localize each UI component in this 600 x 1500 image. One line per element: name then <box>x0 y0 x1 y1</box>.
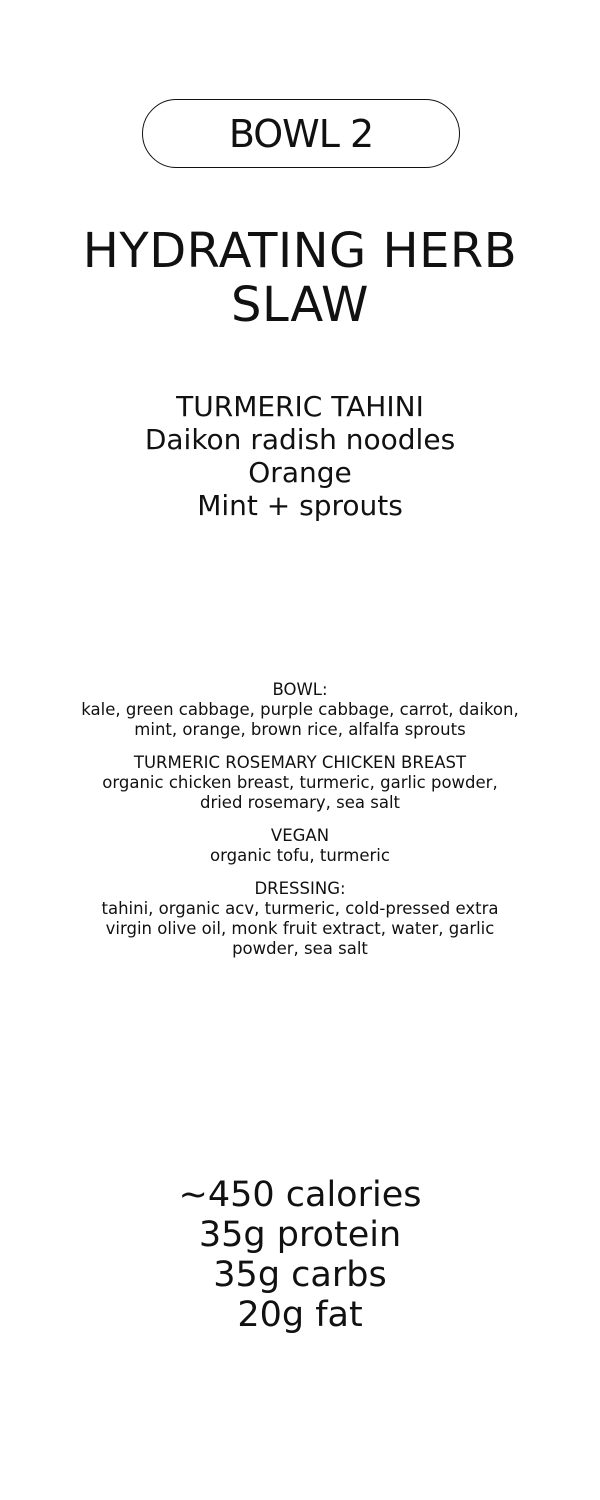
nutrition-protein: 35g protein <box>198 1215 402 1255</box>
nutrition-calories: ~450 calories <box>178 1175 422 1215</box>
ingredients-section-vegan <box>80 826 520 866</box>
ingredients-heading: BOWL: <box>272 680 328 699</box>
ingredients-body: tahini, organic acv, turmeric, cold-pressed extra virgin olive oil, monk fruit extract, water, garlic powder, sea salt <box>101 899 499 958</box>
bowl-badge-label: BOWL 2 <box>228 111 374 156</box>
highlight-noodles: Daikon radish noodles <box>144 423 456 456</box>
dish-highlights <box>0 390 600 522</box>
ingredients-section-chicken <box>80 753 520 813</box>
highlight-fruit: Orange <box>248 456 352 489</box>
nutrition-fat: 20g fat <box>237 1295 363 1335</box>
ingredients-section-bowl <box>80 680 520 740</box>
ingredients-heading: TURMERIC ROSEMARY CHICKEN BREAST <box>133 753 467 772</box>
ingredients-heading: DRESSING: <box>254 879 346 898</box>
highlight-herbs: Mint + sprouts <box>197 489 403 522</box>
nutrition-facts <box>0 1175 600 1335</box>
dish-title-line-1: HYDRATING HERB <box>82 223 518 279</box>
nutrition-carbs: 35g carbs <box>213 1255 387 1295</box>
ingredients-body: kale, green cabbage, purple cabbage, carrot, daikon, mint, orange, brown rice, alfalfa sprouts <box>81 700 519 739</box>
ingredients-heading: VEGAN <box>270 826 330 845</box>
dish-title-line-2: SLAW <box>231 277 369 333</box>
dish-title <box>0 224 600 332</box>
highlight-sauce: TURMERIC TAHINI <box>176 390 424 423</box>
ingredients-list <box>80 680 520 972</box>
bowl-badge <box>142 99 460 168</box>
ingredients-section-dressing <box>80 879 520 959</box>
ingredients-body: organic chicken breast, turmeric, garlic powder, dried rosemary, sea salt <box>102 773 498 812</box>
ingredients-body: organic tofu, turmeric <box>210 846 390 865</box>
